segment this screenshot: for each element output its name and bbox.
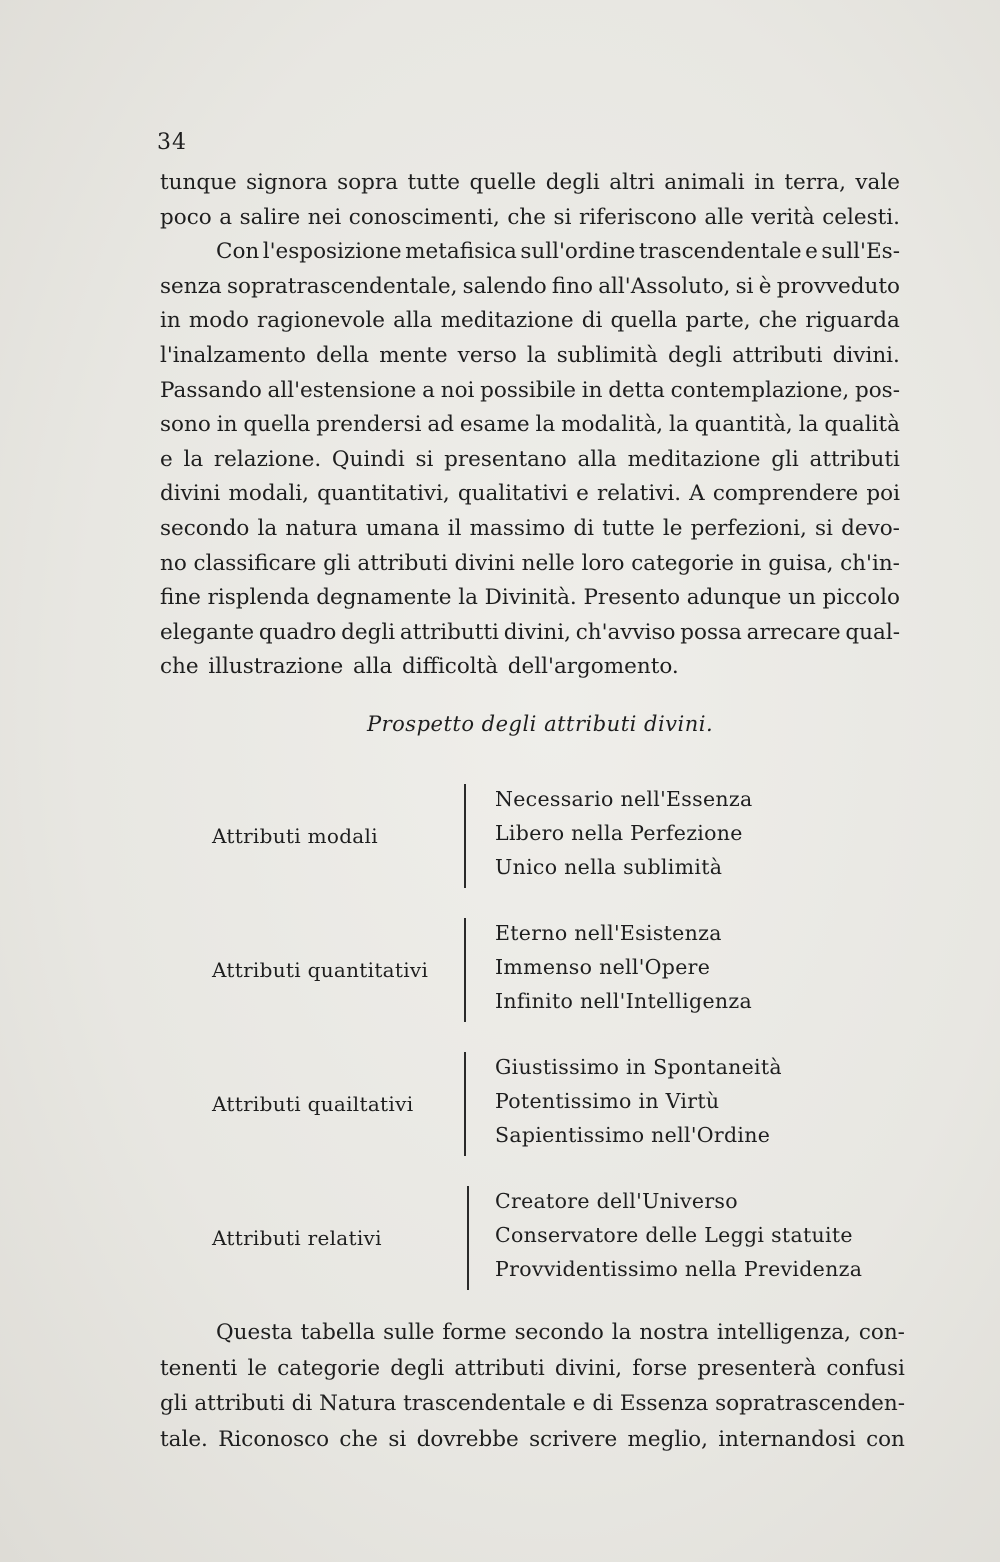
attribute-item: Immenso nell'Opere: [495, 955, 711, 979]
word: a: [422, 377, 435, 403]
word: devo-: [841, 515, 900, 541]
word: di: [592, 1391, 613, 1416]
word: le: [247, 1355, 268, 1381]
word: forme: [442, 1320, 507, 1345]
word: trascendentale: [638, 239, 802, 265]
table-caption: Prospetto degli attributi divini.: [367, 712, 714, 736]
attribute-list: [495, 1184, 862, 1286]
text-line: [160, 374, 900, 409]
word: provveduto: [776, 273, 900, 299]
attribute-group-label: Attributi modali: [212, 824, 378, 848]
word: guisa,: [768, 550, 834, 576]
word: presentano: [444, 446, 567, 472]
word: Natura: [319, 1391, 397, 1416]
word: che: [758, 308, 798, 334]
word: fine: [160, 585, 201, 611]
word: secondo: [160, 515, 250, 541]
word: comprendere: [712, 481, 859, 507]
word: di: [291, 1391, 313, 1416]
word: possa: [680, 619, 742, 645]
word: possibile: [480, 377, 577, 403]
word: celesti.: [822, 204, 900, 230]
word: meglio,: [627, 1426, 708, 1452]
word: divini.: [832, 342, 900, 368]
word: ch'in-: [840, 550, 900, 576]
text-line: [160, 1351, 905, 1387]
word: secondo: [514, 1320, 604, 1345]
word: no: [160, 550, 187, 576]
word: quella: [610, 308, 678, 334]
word: la: [669, 412, 689, 438]
word: qualità: [824, 412, 900, 438]
word: salire: [239, 204, 301, 230]
word: alla: [393, 308, 433, 334]
word: attributi: [732, 342, 823, 368]
word: la: [257, 515, 278, 541]
word: si: [815, 515, 833, 541]
word: degli: [545, 170, 600, 195]
group-divider-line: [467, 1186, 469, 1290]
word: qual-: [845, 619, 900, 645]
attribute-item: Giustissimo in Spontaneità: [495, 1055, 782, 1079]
word: parte,: [685, 308, 751, 334]
word: meditazione: [440, 308, 574, 334]
word: l'inalzamento: [160, 342, 306, 368]
word: sull'Es-: [821, 239, 900, 265]
word: che: [160, 654, 199, 680]
word: Riconosco: [218, 1426, 330, 1452]
word: gli: [160, 1391, 188, 1416]
attribute-group-label: Attributi quantitativi: [212, 958, 429, 982]
text-line: [160, 201, 900, 236]
attribute-group: [212, 916, 912, 1024]
group-divider-line: [464, 784, 466, 888]
text-line: [160, 616, 900, 651]
word: nei: [307, 204, 342, 230]
word: si: [735, 273, 754, 299]
word: Questa: [216, 1320, 293, 1345]
text-line: [160, 1422, 905, 1458]
word: altri: [609, 170, 655, 195]
attribute-group: [212, 1050, 912, 1158]
word: in: [754, 170, 775, 195]
word: attributi: [454, 1355, 545, 1381]
word: modali,: [228, 481, 309, 507]
word: la: [183, 446, 204, 472]
word: senza: [160, 273, 222, 299]
word: sublimità: [556, 342, 658, 368]
word: il: [447, 515, 462, 541]
word: la: [526, 342, 547, 368]
word: alla: [577, 446, 617, 472]
word: Passando: [160, 377, 262, 403]
attribute-item: Provvidentissimo nella Previdenza: [495, 1257, 863, 1281]
word: perfezioni,: [690, 515, 807, 541]
word: sopratrascenden-: [715, 1391, 905, 1416]
word: si: [388, 1426, 407, 1452]
word: qualitativi: [457, 481, 569, 507]
word: trascendentale: [403, 1391, 566, 1416]
word: tunque: [160, 170, 237, 195]
word: natura: [285, 515, 358, 541]
word: tenenti: [160, 1355, 238, 1381]
word: detta: [608, 377, 665, 403]
word: signora: [246, 170, 328, 195]
text-line: [160, 443, 900, 478]
word: relativi.: [596, 481, 682, 507]
word: la: [798, 412, 819, 438]
word: divini: [454, 550, 515, 576]
word: con: [866, 1426, 905, 1452]
word: all'estensione: [267, 377, 417, 403]
word: attributti: [399, 619, 499, 645]
word: di: [581, 308, 603, 334]
word: meditazione: [627, 446, 761, 472]
word: sopra: [337, 170, 399, 195]
word: di: [573, 515, 594, 541]
attribute-group: [212, 1184, 912, 1292]
word: quadro: [258, 619, 337, 645]
word: prendersi: [316, 412, 422, 438]
word: degnamente: [316, 585, 452, 611]
word: nostra: [639, 1320, 709, 1345]
word: la: [535, 412, 556, 438]
word: si: [415, 446, 434, 472]
word: l'esposizione: [262, 239, 402, 265]
text-line: [160, 547, 900, 582]
word: gli: [771, 446, 799, 472]
word: in: [160, 308, 181, 334]
attribute-list: [495, 782, 753, 884]
word: nelle: [521, 550, 575, 576]
word: all'Assoluto,: [598, 273, 731, 299]
word: degli: [341, 619, 396, 645]
word: arrecare: [746, 619, 841, 645]
word: relazione.: [213, 446, 322, 472]
attribute-group-label: Attributi relativi: [212, 1226, 382, 1250]
word: alla: [352, 654, 393, 680]
word: divini,: [554, 1355, 623, 1381]
word: conoscimenti,: [348, 204, 500, 230]
word: Divinità.: [484, 585, 577, 611]
word: degli: [668, 342, 723, 368]
word: modo: [188, 308, 249, 334]
attribute-item: Eterno nell'Esistenza: [495, 921, 722, 945]
word: fino: [551, 273, 594, 299]
word: quantità,: [694, 412, 793, 438]
word: quantitativi,: [317, 481, 450, 507]
attribute-item: Potentissimo in Virtù: [495, 1089, 720, 1113]
main-paragraph: [160, 166, 900, 685]
word: la: [611, 1320, 632, 1345]
word: presenterà: [697, 1355, 817, 1381]
word: dell'argomento.: [507, 654, 679, 680]
word: con-: [858, 1320, 905, 1345]
word: salendo: [462, 273, 547, 299]
attribute-item: Conservatore delle Leggi statuite: [495, 1223, 853, 1247]
word: della: [316, 342, 370, 368]
word: divini: [160, 481, 221, 507]
word: in: [216, 412, 238, 438]
word: in: [581, 377, 603, 403]
word: contemplazione,: [670, 377, 850, 403]
word: e: [805, 239, 818, 265]
attribute-group: [212, 782, 912, 890]
word: ad: [427, 412, 454, 438]
word: tutte: [602, 515, 655, 541]
word: confusi: [826, 1355, 905, 1381]
word: riguarda: [805, 308, 900, 334]
word: divini,: [503, 619, 571, 645]
word: riferiscono: [579, 204, 697, 230]
word: illustrazione: [208, 654, 344, 680]
word: metafisica: [405, 239, 517, 265]
attribute-item: Sapientissimo nell'Ordine: [495, 1123, 771, 1147]
text-line: [160, 512, 900, 547]
word: alle: [704, 204, 744, 230]
word: quelle: [469, 170, 537, 195]
word: A: [689, 481, 705, 507]
text-line: [160, 581, 900, 616]
text-line: [160, 650, 900, 685]
word: un: [788, 585, 816, 611]
word: tutte: [407, 170, 460, 195]
word: si: [553, 204, 572, 230]
word: sull'ordine: [520, 239, 636, 265]
text-line: [160, 477, 900, 512]
group-divider-line: [464, 1052, 466, 1156]
text-line: [160, 270, 900, 305]
text-line: [160, 235, 900, 270]
word: forse: [632, 1355, 688, 1381]
text-line: [160, 1386, 905, 1422]
word: sulle: [383, 1320, 435, 1345]
text-line: [160, 304, 900, 339]
attribute-item: Necessario nell'Essenza: [495, 787, 753, 811]
word: noi: [440, 377, 475, 403]
word: adunque: [686, 585, 782, 611]
group-divider-line: [464, 918, 466, 1022]
word: piccolo: [822, 585, 900, 611]
closing-paragraph: [160, 1315, 905, 1457]
word: scrivere: [529, 1426, 618, 1452]
word: gli: [323, 550, 351, 576]
word: terra,: [784, 170, 846, 195]
word: verità: [751, 204, 815, 230]
word: che: [339, 1426, 379, 1452]
word: in: [740, 550, 762, 576]
word: categorie: [277, 1355, 381, 1381]
word: loro: [581, 550, 625, 576]
attribute-list: [495, 1050, 782, 1152]
word: categorie: [631, 550, 735, 576]
word: dovrebbe: [416, 1426, 519, 1452]
word: tale.: [160, 1426, 208, 1452]
word: massimo: [469, 515, 566, 541]
word: degli: [390, 1355, 445, 1381]
word: la: [458, 585, 478, 611]
word: attributi: [809, 446, 900, 472]
word: poco: [160, 204, 212, 230]
word: mente: [379, 342, 448, 368]
word: che: [507, 204, 546, 230]
word: tabella: [300, 1320, 376, 1345]
word: modalità,: [561, 412, 664, 438]
word: Con: [216, 239, 260, 265]
word: quella: [243, 412, 311, 438]
word: a: [219, 204, 233, 230]
word: classificare: [193, 550, 317, 576]
word: è: [758, 273, 772, 299]
text-line: [160, 339, 900, 374]
word: sopratrascendentale,: [226, 273, 458, 299]
attribute-list: [495, 916, 752, 1018]
text-line: [160, 1315, 905, 1351]
word: elegante: [160, 619, 255, 645]
word: intelligenza,: [716, 1320, 851, 1345]
word: e: [160, 446, 173, 472]
word: poi: [866, 481, 900, 507]
word: verso: [457, 342, 517, 368]
word: attributi: [194, 1391, 285, 1416]
word: Quindi: [331, 446, 405, 472]
text-line: [160, 408, 900, 443]
word: pos-: [854, 377, 900, 403]
word: esame: [459, 412, 530, 438]
attribute-item: Creatore dell'Universo: [495, 1189, 738, 1213]
word: Essenza: [619, 1391, 709, 1416]
word: e: [576, 481, 589, 507]
word: ch'avviso: [575, 619, 676, 645]
word: e: [572, 1391, 586, 1416]
attribute-item: Libero nella Perfezione: [495, 821, 743, 845]
word: sono: [160, 412, 211, 438]
word: animali: [664, 170, 745, 195]
word: difficoltà: [402, 654, 499, 680]
word: umana: [365, 515, 440, 541]
word: vale: [855, 170, 900, 195]
word: internandosi: [718, 1426, 856, 1452]
word: ragionevole: [257, 308, 385, 334]
attribute-item: Unico nella sublimità: [495, 855, 723, 879]
attribute-group-label: Attributi quailtativi: [212, 1092, 414, 1116]
word: Presento: [583, 585, 681, 611]
word: risplenda: [207, 585, 310, 611]
text-line: [160, 166, 900, 201]
word: le: [662, 515, 683, 541]
page-number: 34: [157, 130, 187, 155]
word: attributi: [357, 550, 448, 576]
attribute-item: Infinito nell'Intelligenza: [495, 989, 753, 1013]
